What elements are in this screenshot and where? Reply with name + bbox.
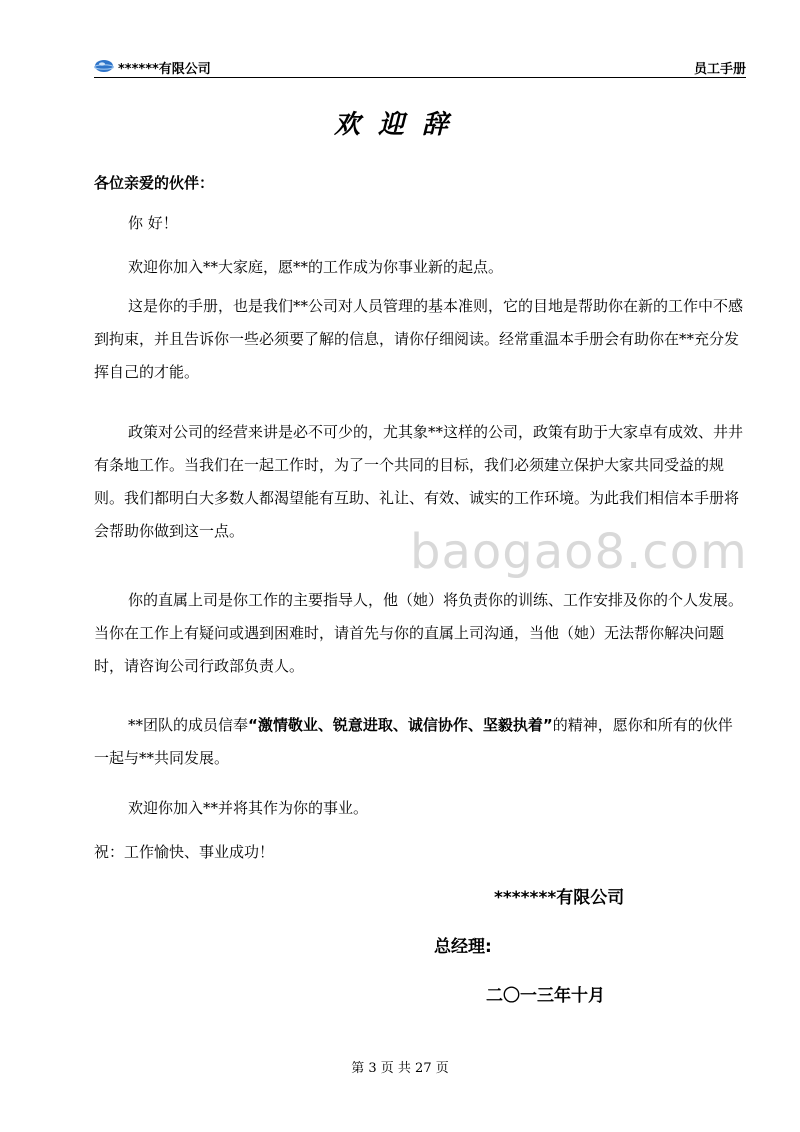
page-title: 欢迎辞 — [333, 110, 466, 140]
paragraph-greeting: 你 好！ — [128, 214, 178, 232]
team-motto: “激情敬业、锐意进取、诚信协作、坚毅执着” — [248, 716, 553, 734]
watermark: baogao8.com — [410, 524, 748, 580]
salutation: 各位亲爱的伙伴： — [94, 174, 215, 192]
paragraph-team-spirit — [94, 709, 746, 775]
page-number-footer: 第 3 页 共 27 页 — [351, 1061, 449, 1076]
signature-company: *******有限公司 — [494, 888, 625, 908]
team-spirit-intro: **团队的成员信奉 — [128, 716, 249, 734]
signature-date: 二〇一三年十月 — [486, 986, 605, 1006]
paragraph-welcome: 欢迎你加入**大家庭，愿**的工作成为你事业新的起点。 — [128, 258, 504, 276]
paragraph-policy: 政策对公司的经营来讲是必不可少的，尤其象**这样的公司，政策有助于大家卓有成效、井井有条地工作。当我们在一起工作时，为了一个共同的目标，我们必须建立保护大家共同受益的规则。我们都明白大多数人都渴望能有互助、礼让、有效、诚实的工作环境。为此我们相信本手册将会帮助你做到这一点。 — [94, 423, 744, 540]
paragraph-supervisor: 你的直属上司是你工作的主要指导人，他（她）将负责你的训练、工作安排及你的个人发展。当你在工作上有疑问或遇到困难时，请首先与你的直属上司沟通，当他（她）无法帮你解决问题时，请咨询公司行政部负责人。 — [94, 591, 744, 675]
page-header — [94, 56, 746, 78]
team-spirit-end: 的精神，愿你和所有的伙伴一起与**共同发展。 — [94, 716, 733, 767]
header-document-type: 员工手册 — [693, 62, 746, 77]
paragraph-wishes: 祝：工作愉快、事业成功！ — [94, 843, 275, 861]
paragraph-closing-welcome: 欢迎你加入**并将其作为你的事业。 — [128, 799, 369, 817]
signature-gm-label: 总经理: — [434, 937, 492, 957]
paragraph-handbook-purpose: 这是你的手册，也是我们**公司对人员管理的基本准则，它的目地是帮助你在新的工作中不感到拘束，并且告诉你一些必须要了解的信息，请你仔细阅读。经常重温本手册会有助你在**充分发挥自己的才能。 — [94, 297, 744, 381]
globe-logo-icon — [94, 58, 114, 72]
header-divider — [94, 77, 746, 78]
header-company-name: ******有限公司 — [118, 62, 211, 77]
